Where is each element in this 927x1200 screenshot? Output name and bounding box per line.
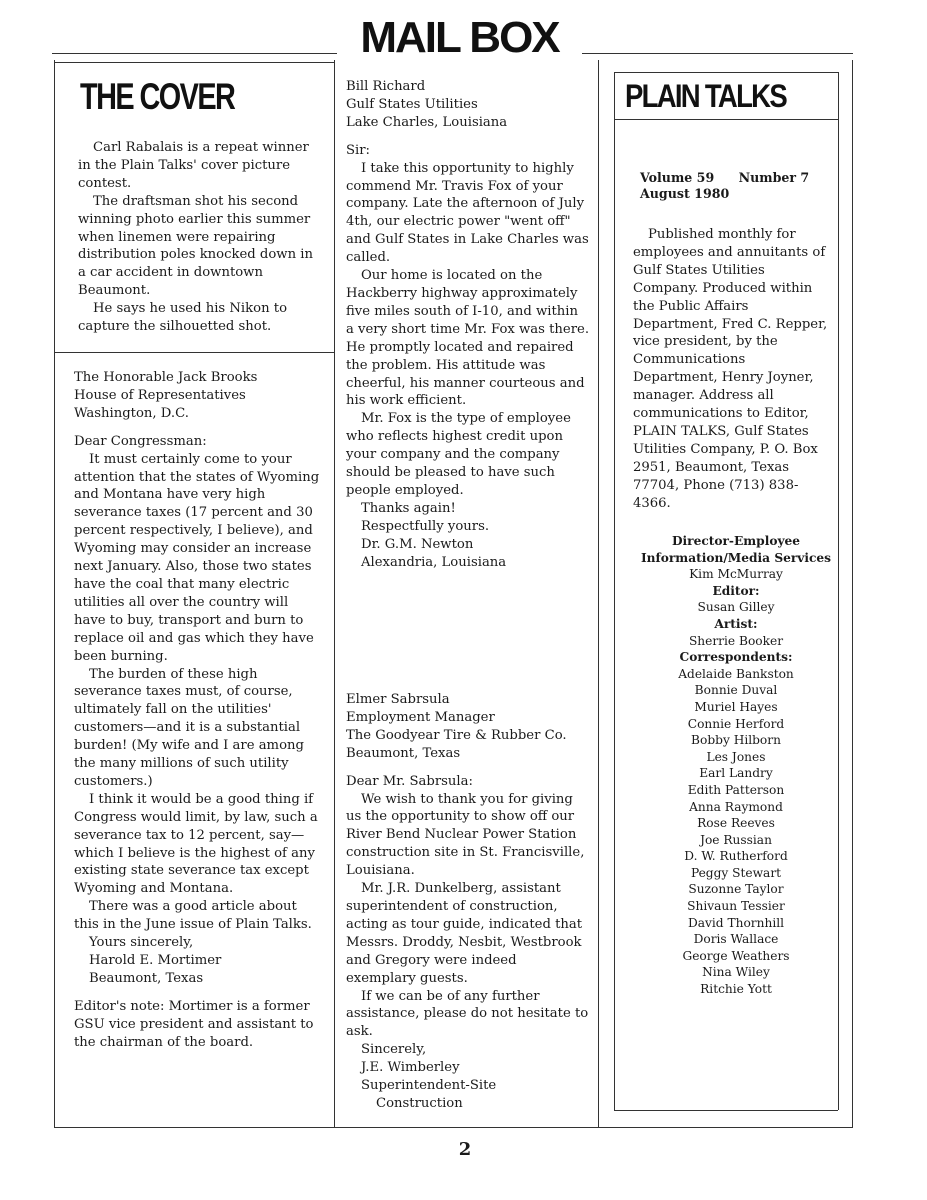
director-heading: Director-Employee Information/Media Services xyxy=(640,534,832,565)
correspondent-name: Nina Wiley xyxy=(702,965,770,980)
cover-bottom-rule xyxy=(54,352,334,353)
address-line: Lake Charles, Louisiana xyxy=(346,114,508,130)
correspondent-name: Adelaide Bankston xyxy=(678,666,794,681)
correspondent-name: George Weathers xyxy=(682,948,790,963)
correspondent-name: Anna Raymond xyxy=(689,799,783,814)
address-line: The Honorable Jack Brooks xyxy=(74,370,258,385)
letter-paragraph: We wish to thank you for giving us the opportunity to show off our River Bend Nuclear Power Station construction site in St. Francisville, Louisiana. xyxy=(346,791,585,879)
signature-line: Construction xyxy=(376,1095,463,1111)
right-frame xyxy=(852,60,853,1128)
left-frame xyxy=(54,60,55,1128)
closing: Sincerely, xyxy=(361,1042,427,1058)
address-line: Washington, D.C. xyxy=(74,405,189,421)
cover-title: THE COVER xyxy=(80,76,235,117)
publication-description xyxy=(633,226,831,513)
correspondent-name: Peggy Stewart xyxy=(690,865,782,880)
volume: Volume 59 xyxy=(640,170,715,185)
plaintalks-title-rule xyxy=(614,119,838,120)
letter-paragraph: If we can be of any further assistance, please do not hesitate to ask. xyxy=(346,988,589,1040)
correspondent-name: Bonnie Duval xyxy=(694,683,778,698)
cover-paragraph: The draftsman shot his second winning photo earlier this summer when linemen were repairing distribution poles knocked down in a car accident in downtown Beaumont. xyxy=(78,193,313,299)
letter-richard xyxy=(346,78,590,571)
address-line: Gulf States Utilities xyxy=(346,96,478,112)
letter-sabrsula xyxy=(346,691,590,1113)
letter-paragraph: Mr. J.R. Dunkelberg, assistant superintendent of construction, acting as tour guide, indicated that Messrs. Droddy, Nesbit, Westbrook and Gregory were indeed exemplary guests. xyxy=(346,881,583,986)
correspondent-name: David Thornhill xyxy=(687,915,785,930)
correspondent-name: Doris Wallace xyxy=(693,932,779,947)
editor-name: Susan Gilley xyxy=(697,600,775,615)
correspondent-name: Suzonne Taylor xyxy=(688,882,784,897)
address-line: House of Representatives xyxy=(74,387,246,403)
letter-paragraph: Mr. Fox is the type of employee who reflects highest credit upon your company and the company should be pleased to have such people employed. xyxy=(346,411,571,498)
cover-paragraph: He says he used his Nikon to capture the silhouetted shot. xyxy=(78,301,288,335)
address-line: Employment Manager xyxy=(346,709,495,725)
letter-paragraph: Thanks again! xyxy=(361,500,456,516)
bottom-frame xyxy=(54,1127,853,1128)
plaintalks-title: PLAIN TALKS xyxy=(625,78,786,114)
plaintalks-box-top xyxy=(614,72,838,73)
signature-line: Superintendent-Site xyxy=(361,1078,497,1094)
plaintalks-box-bottom xyxy=(614,1110,838,1111)
masthead-title: MAIL BOX xyxy=(360,13,559,62)
editor-heading: Editor: xyxy=(712,583,760,598)
correspondent-name: Connie Herford xyxy=(687,716,785,731)
col-divider-1 xyxy=(334,60,335,1128)
correspondent-name: D. W. Rutherford xyxy=(684,849,788,864)
address-line: Bill Richard xyxy=(346,79,426,94)
letter-paragraph: I take this opportunity to highly commend Mr. Travis Fox of your company. Late the afternoon of July 4th, our electric power "went off" and Gulf States in Lake Charles was called. xyxy=(346,160,589,266)
issue-number: Number 7 xyxy=(738,170,810,185)
letter-brooks xyxy=(74,369,322,1052)
signature-line: Alexandria, Louisiana xyxy=(361,554,507,570)
col-divider-2 xyxy=(598,60,599,1128)
correspondent-name: Earl Landry xyxy=(699,766,773,781)
plaintalks-box-left xyxy=(614,72,615,1110)
signature-line: Harold E. Mortimer xyxy=(89,953,222,968)
staff-list xyxy=(626,533,846,998)
issue-date: August 1980 xyxy=(640,186,730,201)
letter-paragraph: I think it would be a good thing if Congress would limit, by law, such a severance tax to 12 percent, say—which I believe is the highest of any existing state severance tax except Wyoming and Montana. xyxy=(74,791,318,897)
salutation: Dear Congressman: xyxy=(74,433,207,449)
address-line: Elmer Sabrsula xyxy=(346,692,450,707)
closing: Respectfully yours. xyxy=(361,518,490,534)
correspondent-name: Muriel Hayes xyxy=(694,699,778,714)
artist-name: Sherrie Booker xyxy=(688,633,784,648)
top-rule-right xyxy=(582,53,853,54)
correspondent-name: Rose Reeves xyxy=(697,816,775,831)
closing: Yours sincerely, xyxy=(89,935,194,951)
correspondent-name: Joe Russian xyxy=(700,832,772,847)
correspondent-name: Bobby Hilborn xyxy=(691,733,781,748)
letter-paragraph: Our home is located on the Hackberry highway approximately five miles south of I-10, and within a very short time Mr. Fox was there. He promptly located and repaired the problem. His attitude was cheerful, his manner courteous and his work efficient. xyxy=(346,268,590,409)
letter-paragraph: It must certainly come to your attention that the states of Wyoming and Montana have very high severance taxes (17 percent and 30 percent respectively, I believe), and Wyoming may consider an increase next January. Also, those two states have the coal that many electric utilities all over the country will have to buy, transport and burn to replace oil and gas which they have been burning. xyxy=(74,451,320,664)
editors-note: Editor's note: Mortimer is a former GSU vice president and assistant to the chairman of the board. xyxy=(74,998,314,1050)
address-line: Beaumont, Texas xyxy=(346,745,461,761)
correspondent-name: Ritchie Yott xyxy=(700,982,772,997)
page-number: 2 xyxy=(458,1139,472,1160)
issue-info xyxy=(640,170,830,202)
cover-top-rule xyxy=(54,62,334,63)
top-rule-left xyxy=(52,53,337,54)
signature-line: Dr. G.M. Newton xyxy=(361,536,474,552)
signature-line: Beaumont, Texas xyxy=(89,970,204,986)
address-line: The Goodyear Tire & Rubber Co. xyxy=(346,727,567,743)
letter-paragraph: The burden of these high severance taxes must, of course, ultimately fall on the utilities' customers—and it is a substantial burden! (My wife and I are among the many millions of such utility customers.) xyxy=(74,666,304,789)
correspondent-name: Edith Patterson xyxy=(687,782,785,797)
cover-text xyxy=(78,139,322,336)
letter-paragraph: There was a good article about this in the June issue of Plain Talks. xyxy=(74,899,312,933)
director-name: Kim McMurray xyxy=(689,567,783,582)
salutation: Dear Mr. Sabrsula: xyxy=(346,773,473,789)
cover-paragraph: Carl Rabalais is a repeat winner in the Plain Talks' cover picture contest. xyxy=(78,140,309,191)
signature-line: J.E. Wimberley xyxy=(361,1060,460,1076)
correspondents-heading: Correspondents: xyxy=(679,650,793,665)
salutation: Sir: xyxy=(346,142,370,158)
correspondent-name: Les Jones xyxy=(706,749,766,764)
correspondent-name: Shivaun Tessier xyxy=(687,899,785,914)
description-text: Published monthly for employees and annuitants of Gulf States Utilities Company. Produced within the Public Affairs Department, Fred C. Repper, vice president, by the Communications Department, Henry Joyner, manager. Address all communications to Editor, PLAIN TALKS, Gulf States Utilities Company, P. O. Box 2951, Beaumont, Texas 77704, Phone (713) 838-4366. xyxy=(633,227,828,511)
artist-heading: Artist: xyxy=(714,616,758,631)
